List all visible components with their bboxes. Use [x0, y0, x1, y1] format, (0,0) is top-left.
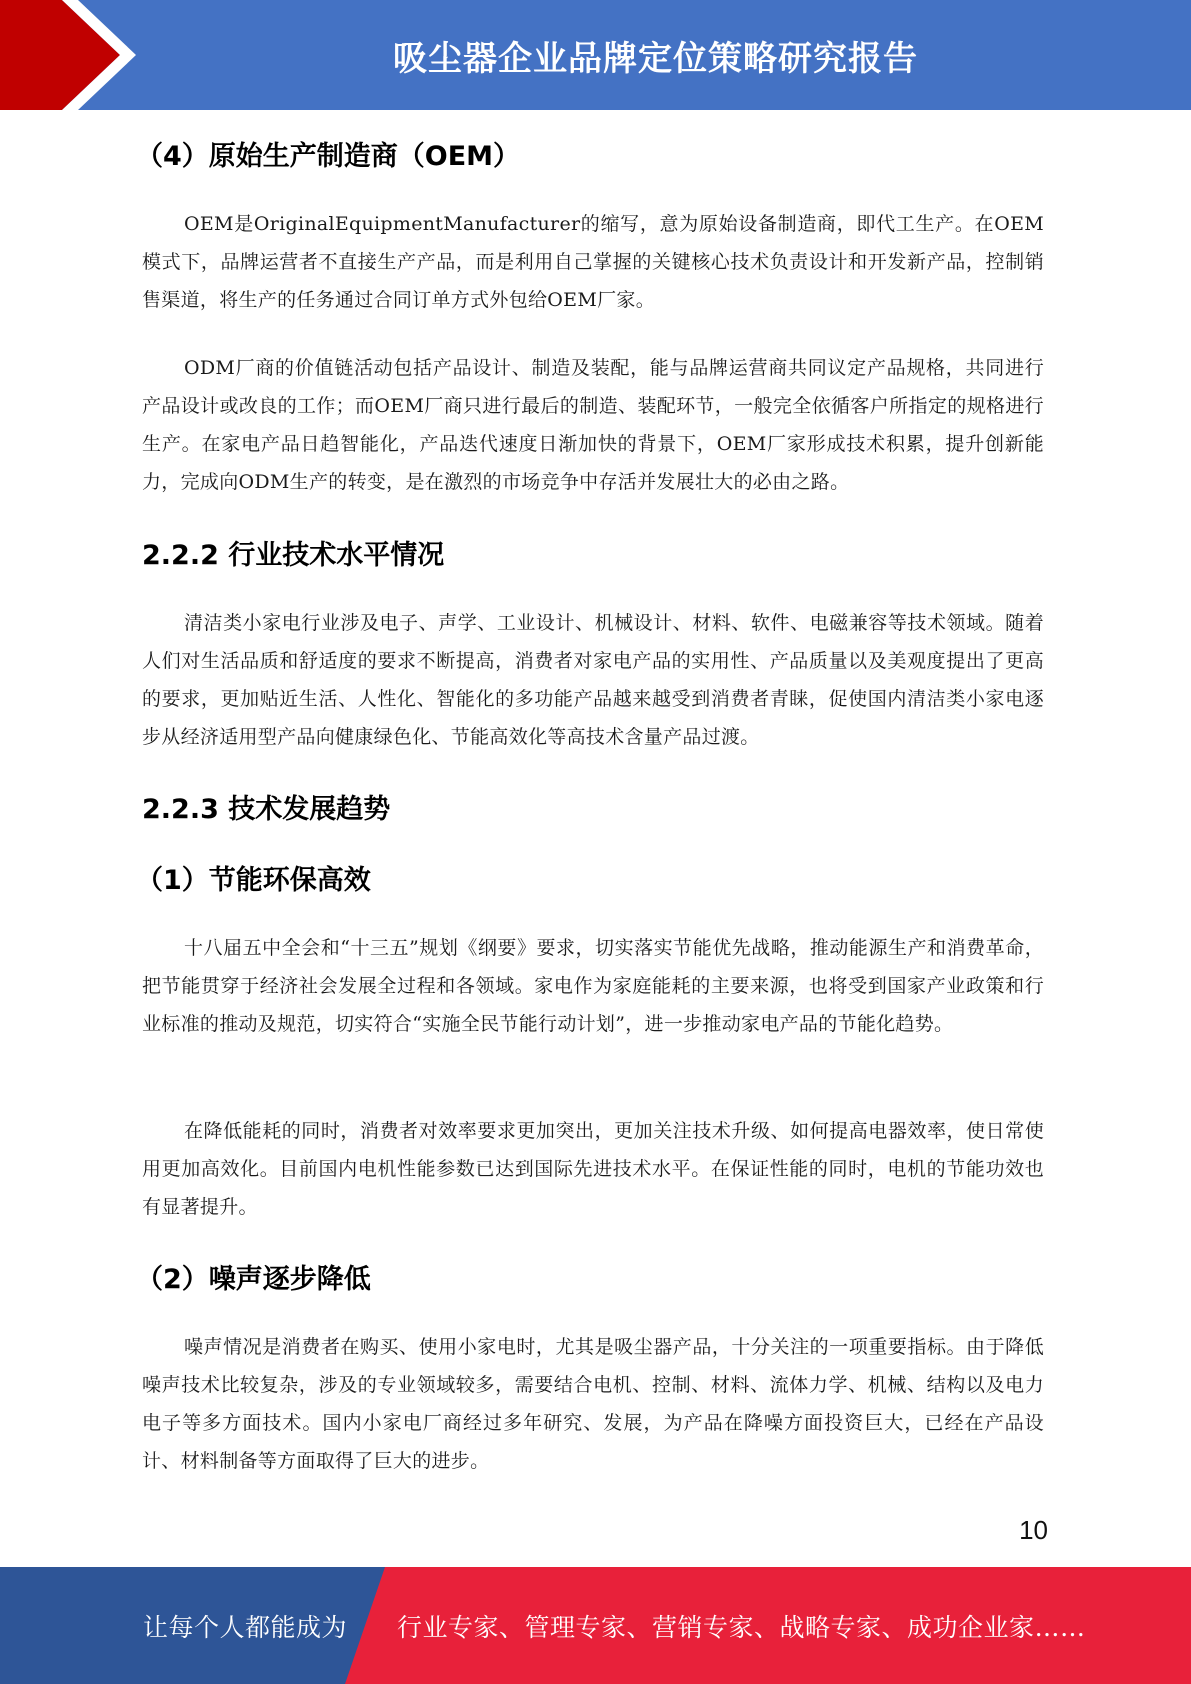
- page-header: [0, 0, 1191, 110]
- paragraph-noise: 噪声情况是消费者在购买、使用小家电时，尤其是吸尘器产品，十分关注的一项重要指标。由于降低噪声技术比较复杂，涉及的专业领域较多，需要结合电机、控制、材料、流体力学、机械、结构以及电力电子等多方面技术。国内小家电厂商经过多年研究、发展，为产品在降噪方面投资巨大，已经在产品设计、材料制备等方面取得了巨大的进步。: [142, 1336, 1044, 1472]
- footer-slogan-right: 行业专家、管理专家、营销专家、战略专家、成功企业家……: [397, 1612, 1086, 1642]
- section-heading-energy: （1）节能环保高效: [136, 865, 371, 896]
- footer-slogan-left: 让每个人都能成为: [143, 1612, 348, 1642]
- paragraph-odm-value-chain: ODM厂商的价值链活动包括产品设计、制造及装配，能与品牌运营商共同议定产品规格，共同进行产品设计或改良的工作；而OEM厂商只进行最后的制造、装配环节，一般完全依循客户所指定的规格进行生产。在家电产品日趋智能化，产品迭代速度日渐加快的背景下，OEM厂家形成技术积累，提升创新能力，完成向ODM生产的转变，是在激烈的市场竞争中存活并发展壮大的必由之路。: [142, 357, 1044, 493]
- section-heading-tech-trend: 2.2.3 技术发展趋势: [142, 794, 391, 825]
- paragraph-tech-level: 清洁类小家电行业涉及电子、声学、工业设计、机械设计、材料、软件、电磁兼容等技术领域。随着人们对生活品质和舒适度的要求不断提高，消费者对家电产品的实用性、产品质量以及美观度提出了更高的要求，更加贴近生活、人性化、智能化的多功能产品越来越受到消费者青睐，促使国内清洁类小家电逐步从经济适用型产品向健康绿色化、节能高效化等高技术含量产品过渡。: [142, 612, 1044, 748]
- section-heading-tech-level: 2.2.2 行业技术水平情况: [142, 540, 445, 571]
- paragraph-energy-policy: 十八届五中全会和“十三五”规划《纲要》要求，切实落实节能优先战略，推动能源生产和消费革命，把节能贯穿于经济社会发展全过程和各领域。家电作为家庭能耗的主要来源，也将受到国家产业政策和行业标准的推动及规范，切实符合“实施全民节能行动计划”，进一步推动家电产品的节能化趋势。: [142, 937, 1044, 1035]
- header-title: 吸尘器企业品牌定位策略研究报告: [393, 38, 918, 79]
- page-number: 10: [1019, 1515, 1048, 1545]
- paragraph-oem-definition: OEM是OriginalEquipmentManufacturer的缩写，意为原始设备制造商，即代工生产。在OEM模式下，品牌运营者不直接生产产品，而是利用自己掌握的关键核心技术负责设计和开发新产品，控制销售渠道，将生产的任务通过合同订单方式外包给OEM厂家。: [142, 213, 1044, 311]
- paragraph-energy-efficiency: 在降低能耗的同时，消费者对效率要求更加突出，更加关注技术升级、如何提高电器效率，使日常使用更加高效化。目前国内电机性能参数已达到国际先进技术水平。在保证性能的同时，电机的节能功效也有显著提升。: [142, 1120, 1044, 1218]
- page-footer: [0, 1567, 1191, 1684]
- section-heading-oem: （4）原始生产制造商（OEM）: [136, 141, 521, 172]
- section-heading-noise: （2）噪声逐步降低: [136, 1264, 371, 1295]
